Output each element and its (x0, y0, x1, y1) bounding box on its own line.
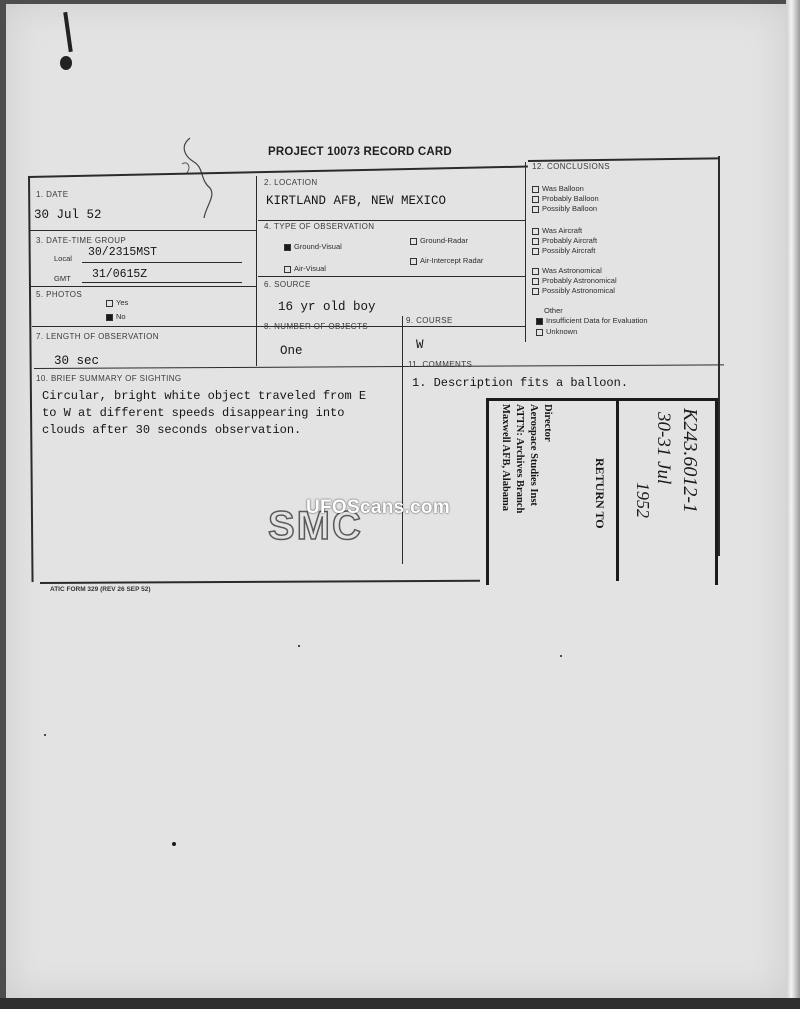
conclusion-possibly-astronomical: Possibly Astronomical (532, 286, 615, 295)
card-row-divider (34, 364, 724, 369)
stamp-line: Director (542, 404, 553, 442)
option-air-visual: Air-Visual (284, 264, 326, 273)
checkbox-checked-icon (106, 314, 113, 321)
card-row-divider (258, 220, 526, 221)
checkbox-icon (532, 288, 539, 295)
conclusion-was-balloon: Was Balloon (532, 184, 584, 193)
summary-text (42, 388, 402, 439)
summary-line: to W at different speeds disappearing into (42, 406, 345, 420)
conclusion-insufficient: Insufficient Data for Evaluation (536, 316, 648, 325)
card-col-divider (402, 316, 403, 564)
conclusion-probably-astronomical: Probably Astronomical (532, 276, 617, 285)
return-to-label: RETURN TO (593, 458, 607, 529)
observation-type-label: 4. TYPE OF OBSERVATION (264, 222, 375, 231)
date-label: 1. DATE (36, 190, 69, 199)
checkbox-icon (536, 329, 543, 336)
page-bottom-border (0, 998, 800, 1009)
option-ground-radar: Ground-Radar (410, 236, 468, 245)
checkbox-icon (532, 206, 539, 213)
scan-speck (560, 655, 562, 657)
conclusion-probably-balloon: Probably Balloon (532, 194, 599, 203)
checkbox-icon (532, 186, 539, 193)
conclusion-unknown: Unknown (536, 327, 577, 336)
source-value: 16 yr old boy (278, 300, 376, 314)
torn-corner-sketch (170, 134, 240, 244)
conclusion-possibly-aircraft: Possibly Aircraft (532, 246, 595, 255)
option-ground-visual: Ground-Visual (284, 242, 342, 251)
checkbox-icon (532, 248, 539, 255)
dtg-local-underline (82, 262, 242, 263)
conclusion-probably-aircraft: Probably Aircraft (532, 236, 597, 245)
scan-speck (44, 734, 46, 736)
num-objects-label: 8. NUMBER OF OBJECTS (264, 322, 369, 331)
handwritten-year: 1952 (633, 482, 653, 518)
location-label: 2. LOCATION (264, 178, 318, 187)
checkbox-icon (106, 300, 113, 307)
length-label: 7. LENGTH OF OBSERVATION (36, 332, 159, 341)
card-col-divider (525, 162, 526, 342)
card-row-divider (30, 230, 256, 231)
conclusion-was-astronomical: Was Astronomical (532, 266, 602, 275)
conclusions-label: 12. CONCLUSIONS (532, 162, 611, 171)
card-title: PROJECT 10073 RECORD CARD (268, 146, 452, 158)
handwritten-date-range: 30-31 Jul (653, 412, 674, 485)
course-label: 9. COURSE (406, 316, 453, 325)
summary-label: 10. BRIEF SUMMARY OF SIGHTING (36, 374, 182, 383)
card-row-divider (258, 276, 526, 277)
dtg-gmt-label: GMT (54, 274, 71, 283)
watermark: UFOScans.com (306, 497, 451, 518)
dtg-gmt-value: 31/0615Z (92, 268, 148, 281)
checkbox-icon (532, 238, 539, 245)
date-value: 30 Jul 52 (34, 208, 102, 222)
card-col-divider (256, 176, 257, 366)
stamp-line: ATTN: Archives Branch (514, 404, 525, 514)
smc-stamp: SMC (268, 504, 363, 548)
checkbox-icon (410, 258, 417, 265)
conclusion-was-aircraft: Was Aircraft (532, 226, 582, 235)
comments-label: 11. COMMENTS (408, 360, 473, 369)
scan-speck (298, 645, 300, 647)
summary-line: Circular, bright white object traveled from E (42, 389, 367, 403)
card-right-border (718, 156, 720, 556)
checkbox-icon (410, 238, 417, 245)
conclusion-other: Other (544, 306, 563, 315)
checkbox-checked-icon (536, 318, 543, 325)
scan-speck (172, 842, 176, 846)
stamp-line: Aerospace Studies Inst (528, 404, 539, 506)
card-left-border (28, 176, 33, 582)
return-stamp-divider (616, 401, 619, 581)
stamp-line: Maxwell AFB, Alabama (500, 404, 511, 512)
option-air-intercept-radar: Air-Intercept Radar (410, 256, 483, 265)
length-value: 30 sec (54, 354, 100, 368)
card-top-border (28, 166, 528, 178)
conclusion-possibly-balloon: Possibly Balloon (532, 204, 597, 213)
location-value: KIRTLAND AFB, NEW MEXICO (266, 194, 447, 208)
form-id: ATIC FORM 329 (REV 26 SEP 52) (50, 586, 151, 593)
photos-label: 5. PHOTOS (36, 290, 83, 299)
card-bottom-border (40, 580, 480, 584)
dtg-gmt-underline (82, 282, 242, 283)
photos-yes: Yes (106, 298, 128, 307)
card-row-divider (30, 286, 256, 287)
checkbox-icon (532, 278, 539, 285)
dtg-local-label: Local (54, 254, 72, 263)
photos-no: No (106, 312, 126, 321)
checkbox-icon (532, 268, 539, 275)
comments-value: 1. Description fits a balloon. (412, 376, 629, 390)
checkbox-icon (284, 266, 291, 273)
source-label: 6. SOURCE (264, 280, 311, 289)
num-objects-value: One (280, 344, 303, 358)
summary-line: clouds after 30 seconds observation. (42, 423, 302, 437)
course-value: W (416, 338, 424, 352)
checkbox-icon (532, 196, 539, 203)
dtg-label: 3. DATE-TIME GROUP (36, 236, 127, 245)
dtg-local-value: 30/2315MST (88, 246, 158, 259)
handwritten-file-code: K243.6012-1 (679, 408, 701, 513)
checkbox-checked-icon (284, 244, 291, 251)
checkbox-icon (532, 228, 539, 235)
card-top-border-right (528, 157, 718, 161)
